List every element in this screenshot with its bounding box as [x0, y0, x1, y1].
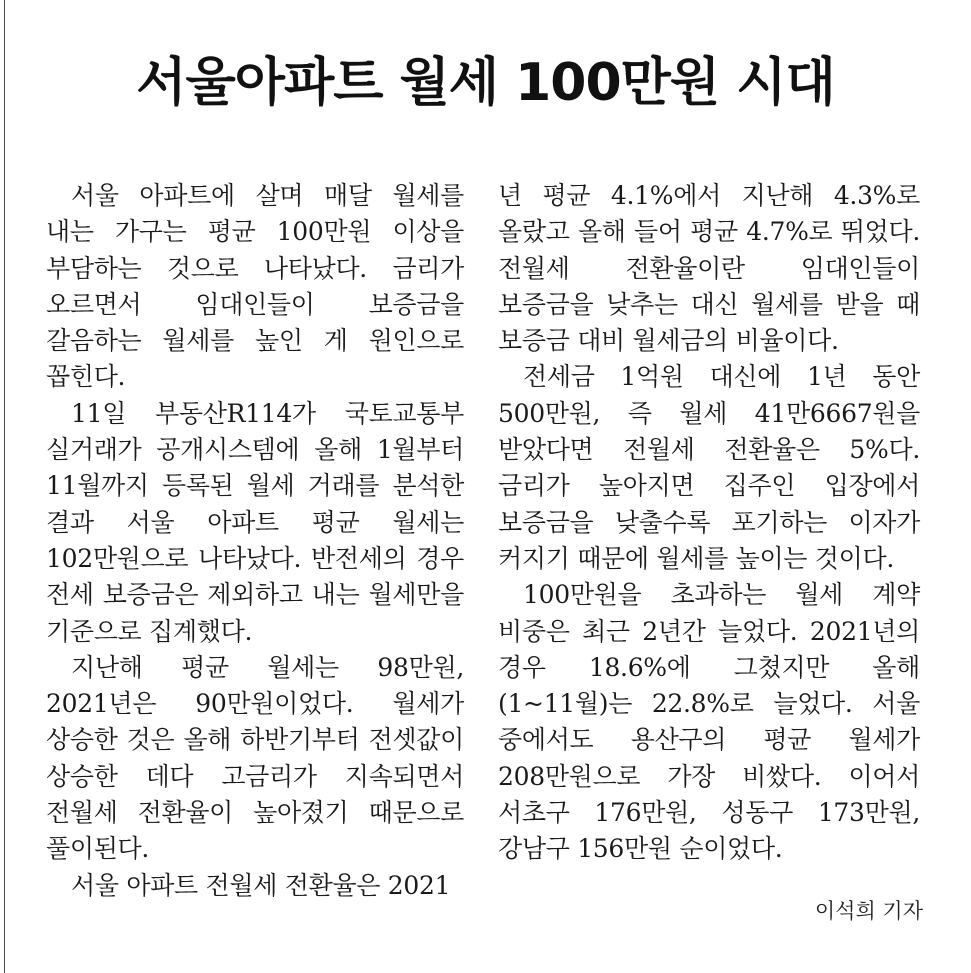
headline: 서울아파트 월세 100만원 시대	[136, 53, 835, 113]
left-border-rule	[4, 0, 5, 973]
paragraph-4-start: 서울 아파트 전월세 전환율은 2021	[71, 870, 451, 900]
paragraph-4-continued: 년 평균 4.1%에서 지난해 4.3%로 올랐고 올해 들어 평균 4.7%로 뛰었다. 전월세 전환율이란 임대인들이 보증금을 낮추는 대신 월세를 받을 때 보증금 대비 월세금의 비율이다.	[498, 181, 920, 356]
byline: 이석희 기자	[814, 899, 923, 923]
paragraph-5: 전세금 1억원 대신에 1년 동안 500만원, 즉 월세 41만6667원을 받았다면 전월세 전환율은 5%다. 금리가 높아지면 집주인 입장에서 보증금을 낮출수록 포기하는 이자가 커지기 때문에 월세를 높이는 것이다.	[498, 362, 920, 573]
paragraph-2: 11일 부동산R114가 국토교통부 실거래가 공개시스템에 올해 1월부터 11월까지 등록된 월세 거래를 분석한 결과 서울 아파트 평균 월세는 102만원으로 나타났다. 반전세의 경우 전세 보증금은 제외하고 내는 월세만을 기준으로 집계했다.	[46, 398, 464, 646]
article-column-right	[498, 178, 920, 868]
paragraph-1: 서울 아파트에 살며 매달 월세를 내는 가구는 평균 100만원 이상을 부담하는 것으로 나타났다. 금리가 오르면서 임대인들이 보증금을 갈음하는 월세를 높인 게 원인으로 꼽힌다.	[46, 181, 464, 392]
paragraph-3: 지난해 평균 월세는 98만원, 2021년은 90만원이었다. 월세가 상승한 것은 올해 하반기부터 전셋값이 상승한 데다 고금리가 지속되면서 전월세 전환율이 높아졌기 때문으로 풀이된다.	[46, 652, 464, 864]
paragraph-6: 100만원을 초과하는 월세 계약 비중은 최근 2년간 늘었다. 2021년의 경우 18.6%에 그쳤지만 올해(1~11월)는 22.8%로 늘었다. 서울 중에서도 용산구의 평균 월세가 208만원으로 가장 비쌌다. 이어서 서초구 176만원, 성동구 173만원, 강남구 156만원 순이었다.	[498, 580, 920, 864]
article-column-left	[46, 178, 464, 904]
